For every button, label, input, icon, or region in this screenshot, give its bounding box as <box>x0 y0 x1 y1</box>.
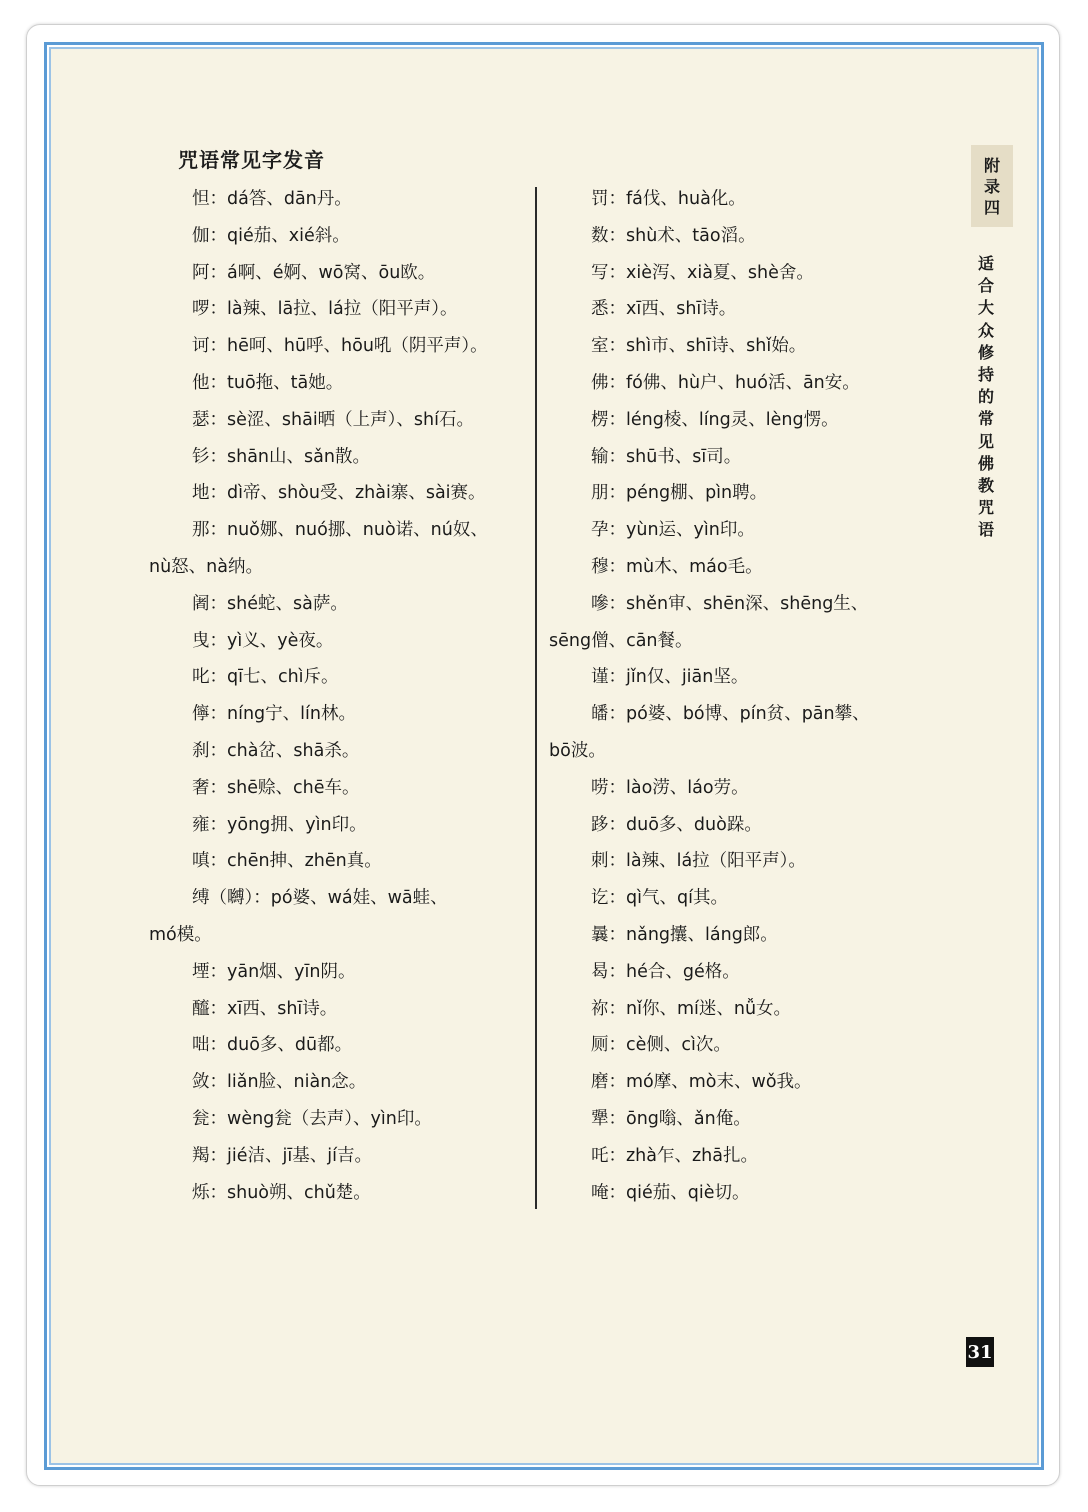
pronunciation-entry <box>192 371 343 395</box>
pronunciation-entry <box>591 960 740 984</box>
entry-reading: ：yùn运、yìn印。 <box>608 520 755 541</box>
pronunciation-entry <box>591 702 870 726</box>
entry-character: 输 <box>591 446 609 467</box>
entry-reading: ：shū书、sī司。 <box>608 446 742 467</box>
entry-reading: ：zhà乍、zhā扎。 <box>608 1145 759 1166</box>
pronunciation-entry <box>591 776 749 800</box>
entry-character: 那 <box>192 520 210 541</box>
entry-character: 曩 <box>591 925 609 945</box>
entry-character: 刺 <box>591 851 609 872</box>
section-title: 咒语常见字发音 <box>178 148 325 172</box>
entry-character: 嘇 <box>591 593 609 614</box>
entry-reading: ：fó佛、hù户、huó活、ān安。 <box>608 373 860 393</box>
pronunciation-entry <box>149 923 212 947</box>
page-number: 31 <box>966 1337 994 1367</box>
pronunciation-entry <box>192 445 370 469</box>
entry-character: 瓮 <box>192 1109 210 1129</box>
pronunciation-entry <box>591 371 860 395</box>
entry-reading: ：nǎng攮、láng郎。 <box>608 925 778 945</box>
pronunciation-entry <box>591 261 814 285</box>
pronunciation-entry <box>192 886 448 910</box>
pronunciation-entry <box>591 923 778 947</box>
entry-reading: ：jié洁、jī基、jí吉。 <box>209 1145 372 1166</box>
entry-reading: ：chēn抻、zhēn真。 <box>209 851 382 872</box>
entry-character: 叱 <box>192 667 210 688</box>
entry-reading: ：hē呵、hū呼、hōu吼（阴平声）。 <box>209 336 488 357</box>
pronunciation-entry <box>192 518 488 542</box>
entry-reading: ：duō多、dū都。 <box>209 1035 353 1056</box>
entry-character: 阿 <box>192 262 210 283</box>
pronunciation-entry <box>192 187 352 211</box>
entry-reading: ：dá答、dān丹。 <box>209 189 352 209</box>
pronunciation-entry <box>549 629 693 653</box>
entry-character: 堙 <box>192 961 210 982</box>
entry-reading: ：léng棱、líng灵、lèng愣。 <box>608 409 839 430</box>
entry-reading: ：nuǒ娜、nuó挪、nuò诺、nú奴、 <box>209 520 488 541</box>
entry-character: 钐 <box>192 446 210 467</box>
pronunciation-entry <box>591 334 806 358</box>
entry-reading: ：tuō拖、tā她。 <box>209 373 344 393</box>
appendix-tab-char: 附 <box>983 155 1000 175</box>
entry-reading: ：fá伐、huà化。 <box>608 189 746 209</box>
entry-character: 曳 <box>192 630 210 651</box>
pronunciation-entry <box>192 334 488 358</box>
entry-reading: ：níng宁、lín林。 <box>209 704 356 725</box>
entry-character: 穆 <box>591 557 609 577</box>
pronunciation-entry <box>192 665 339 689</box>
entry-reading: ：qié茄、xié斜。 <box>209 225 350 246</box>
pronunciation-entry <box>591 813 762 837</box>
pronunciation-entry <box>591 187 746 211</box>
pronunciation-entry <box>591 1033 731 1057</box>
entry-character: 厕 <box>591 1035 609 1056</box>
entry-character: 佛 <box>591 373 609 393</box>
entry-reading: ：chà岔、shā杀。 <box>209 741 360 761</box>
entry-reading: ：pó婆、wá娃、wā蛙、 <box>253 888 448 909</box>
pronunciation-entry <box>192 1181 371 1205</box>
entry-reading: ：shuò朔、chǔ楚。 <box>209 1182 371 1203</box>
entry-character: 奢 <box>192 777 210 798</box>
entry-character: 跢 <box>591 814 609 835</box>
entry-character: 磨 <box>591 1072 609 1093</box>
entry-character: 数 <box>591 225 609 246</box>
entry-reading: ：wèng瓮（去声）、yìn印。 <box>209 1109 432 1129</box>
pronunciation-entry <box>591 886 728 910</box>
pronunciation-entry <box>192 960 355 984</box>
pronunciation-entry <box>192 997 337 1021</box>
pronunciation-entry <box>192 1033 352 1057</box>
entry-reading: ：yì义、yè夜。 <box>209 630 334 651</box>
entry-character: 曷 <box>591 961 609 982</box>
entry-reading: ：là辣、lā拉、lá拉（阳平声）。 <box>209 299 458 320</box>
pronunciation-entry <box>192 849 382 873</box>
entry-reading: ：qī七、chì斥。 <box>209 667 339 688</box>
entry-character: 吒 <box>591 1145 609 1166</box>
entry-reading: ：xī西、shī诗。 <box>209 998 338 1019</box>
entry-character: 敛 <box>192 1072 210 1093</box>
pronunciation-entry <box>591 518 755 542</box>
entry-reading: ：mó摩、mò末、wǒ我。 <box>608 1072 812 1093</box>
entry-character: 瑟 <box>192 409 210 430</box>
entry-reading: ：shù术、tāo滔。 <box>608 225 756 246</box>
entry-character: 谨 <box>591 667 609 688</box>
entry-character: 啰 <box>192 299 210 320</box>
pronunciation-entry <box>591 592 868 616</box>
entry-character: 室 <box>591 336 609 357</box>
entry-reading: ：ōng嗡、ǎn俺。 <box>608 1109 751 1129</box>
pronunciation-entry <box>192 739 359 763</box>
pronunciation-entry <box>591 408 839 432</box>
pronunciation-entry <box>192 592 348 616</box>
pronunciation-entry <box>192 776 359 800</box>
entry-reading: ：là辣、lá拉（阳平声）。 <box>608 851 806 872</box>
entry-character: 烁 <box>192 1182 210 1203</box>
entry-reading: ：jǐn仅、jiān坚。 <box>608 667 749 688</box>
entry-character: 阇 <box>192 593 210 614</box>
pronunciation-entry <box>192 629 333 653</box>
pronunciation-entry <box>591 665 748 689</box>
entry-character: 朋 <box>591 483 609 504</box>
entry-reading: ：sè涩、shāi晒（上声）、shí石。 <box>209 409 474 430</box>
entry-character: 伽 <box>192 225 210 246</box>
entry-character: 羯 <box>192 1145 210 1166</box>
pronunciation-entry <box>549 739 606 763</box>
pronunciation-entry <box>591 481 767 505</box>
entry-reading: ：lào涝、láo劳。 <box>608 777 749 798</box>
entry-character: 诃 <box>192 336 210 357</box>
entry-reading: ：shān山、sǎn散。 <box>209 446 370 467</box>
pronunciation-entry <box>591 555 763 579</box>
entry-reading: ：yān烟、yīn阴。 <box>209 961 356 982</box>
pronunciation-entry <box>591 997 791 1021</box>
pronunciation-entry <box>591 1144 758 1168</box>
entry-character: 他 <box>192 373 210 393</box>
pronunciation-entry <box>192 297 458 321</box>
pronunciation-entry <box>591 1070 812 1094</box>
appendix-tab-char: 录 <box>983 176 1000 196</box>
entry-reading: ：pó婆、bó博、pín贫、pān攀、 <box>608 704 870 725</box>
pronunciation-entry <box>591 445 741 469</box>
pronunciation-entry <box>591 297 736 321</box>
entry-reading: ：hé合、gé格。 <box>608 961 740 982</box>
entry-character: 咄 <box>192 1035 210 1056</box>
side-chapter-title: 适合大众修持的常见佛教咒语 <box>977 254 994 540</box>
entry-reading: ：dì帝、shòu受、zhài寨、sài赛。 <box>209 483 486 504</box>
entry-reading: mó模。 <box>149 925 212 945</box>
entry-character: 嗔 <box>192 851 210 872</box>
pronunciation-entry <box>591 849 806 873</box>
pronunciation-entry <box>591 224 756 248</box>
entry-reading: nù怒、nà纳。 <box>149 557 263 577</box>
pronunciation-entry <box>591 1181 749 1205</box>
entry-reading: ：nǐ你、mí迷、nǚ女。 <box>608 998 792 1019</box>
entry-reading: ：shé蛇、sà萨。 <box>209 593 348 614</box>
entry-character: 唠 <box>591 777 609 798</box>
entry-character: 祢 <box>591 998 609 1019</box>
pronunciation-entry <box>192 813 367 837</box>
pronunciation-entry <box>192 261 435 285</box>
appendix-tab-char: 四 <box>983 197 1000 217</box>
entry-reading: ：á啊、é婀、wō窝、ōu欧。 <box>209 262 436 283</box>
entry-character: 悉 <box>591 299 609 320</box>
entry-character: 醯 <box>192 998 210 1019</box>
entry-character: 孕 <box>591 520 609 541</box>
column-divider <box>535 187 537 1209</box>
entry-character: 地 <box>192 483 210 504</box>
entry-character: 楞 <box>591 409 609 430</box>
entry-character: 皤 <box>591 704 609 725</box>
entry-reading: ：shěn审、shēn深、shēng生、 <box>608 593 869 614</box>
entry-character: 刹 <box>192 741 210 761</box>
pronunciation-entry <box>192 224 350 248</box>
entry-reading: bō波。 <box>549 741 606 761</box>
entry-character: 儜 <box>192 704 210 725</box>
pronunciation-entry <box>192 1070 366 1094</box>
entry-reading: ：duō多、duò跺。 <box>608 814 762 835</box>
entry-reading: ：péng棚、pìn聘。 <box>608 483 768 504</box>
entry-character: 犟 <box>591 1109 609 1129</box>
entry-reading: sēng僧、cān餐。 <box>549 630 693 651</box>
entry-reading: ：qié茄、qiè切。 <box>608 1182 750 1203</box>
book-page <box>51 49 1037 1463</box>
entry-reading: ：mù木、máo毛。 <box>608 557 763 577</box>
pronunciation-entry <box>192 481 486 505</box>
pronunciation-entry <box>192 1144 372 1168</box>
entry-character: 雍 <box>192 814 210 835</box>
pronunciation-entry <box>192 702 356 726</box>
pronunciation-entry <box>591 1107 751 1131</box>
entry-reading: ：cè侧、cì次。 <box>608 1035 731 1056</box>
pronunciation-entry <box>149 555 263 579</box>
entry-reading: ：xiè泻、xià夏、shè舍。 <box>608 262 814 283</box>
entry-character: 写 <box>591 262 609 283</box>
appendix-tab <box>971 145 1013 227</box>
entry-reading: ：qì气、qí其。 <box>608 888 728 909</box>
entry-reading: ：shì市、shī诗、shǐ始。 <box>608 336 807 357</box>
entry-reading: ：liǎn脸、niàn念。 <box>209 1072 367 1093</box>
entry-reading: ：shē赊、chē车。 <box>209 777 360 798</box>
entry-reading: ：xī西、shī诗。 <box>608 299 737 320</box>
pronunciation-entry <box>192 408 474 432</box>
entry-reading: ：yōng拥、yìn印。 <box>209 814 367 835</box>
entry-character: 唵 <box>591 1182 609 1203</box>
entry-character: 讫 <box>591 888 609 909</box>
entry-character: 罚 <box>591 189 609 209</box>
entry-character: 缚（嚩） <box>192 888 254 909</box>
entry-character: 怛 <box>192 189 210 209</box>
pronunciation-entry <box>192 1107 432 1131</box>
